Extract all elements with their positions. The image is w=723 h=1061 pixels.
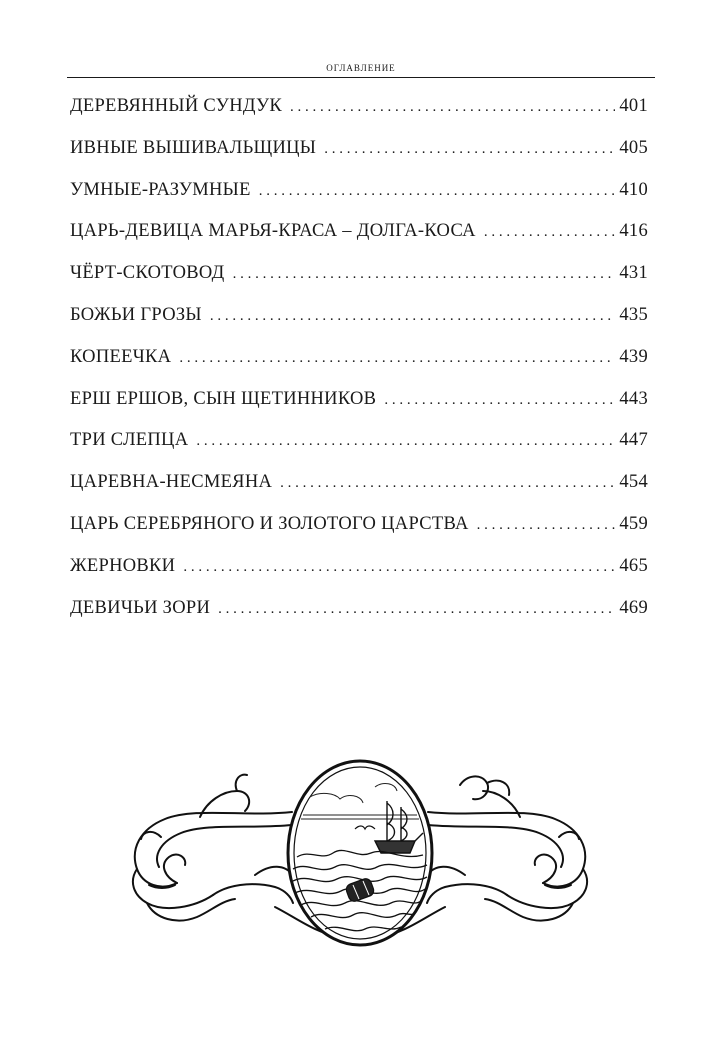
toc-leader-dots bbox=[280, 475, 615, 492]
toc-leader-dots bbox=[324, 141, 615, 158]
toc-entry-page: 431 bbox=[619, 263, 648, 284]
toc-leader-dots bbox=[484, 224, 616, 241]
toc-entry-title: ЕРШ ЕРШОВ, СЫН ЩЕТИННИКОВ bbox=[70, 388, 377, 409]
toc-entry[interactable] bbox=[70, 514, 648, 556]
toc-entry-page: 443 bbox=[619, 388, 648, 409]
toc-entry-page: 405 bbox=[619, 137, 648, 158]
toc-entry-title: ИВНЫЕ ВЫШИВАЛЬЩИЦЫ bbox=[70, 137, 317, 158]
toc-entry[interactable] bbox=[70, 221, 648, 263]
toc-entry[interactable] bbox=[70, 305, 648, 347]
toc-entry[interactable] bbox=[70, 472, 648, 514]
ship-at-sea-vignette-icon bbox=[125, 757, 595, 953]
toc-entry-page: 439 bbox=[619, 346, 648, 367]
toc-leader-dots bbox=[477, 517, 616, 534]
toc-leader-dots bbox=[196, 433, 615, 450]
running-header: оглавление bbox=[326, 59, 396, 74]
toc-entry-title: ДЕВИЧЬИ ЗОРИ bbox=[70, 597, 211, 618]
toc-entry-page: 416 bbox=[619, 221, 648, 242]
toc-leader-dots bbox=[218, 601, 615, 618]
toc-entry-title: ЖЕРНОВКИ bbox=[70, 555, 176, 576]
toc-entry[interactable] bbox=[70, 598, 648, 640]
toc-entry[interactable] bbox=[70, 138, 648, 180]
header-rule bbox=[67, 77, 655, 78]
toc-entry[interactable] bbox=[70, 263, 648, 305]
toc-entry-page: 459 bbox=[619, 513, 648, 534]
toc-entry[interactable] bbox=[70, 389, 648, 431]
toc-entry-title: ЦАРЬ-ДЕВИЦА МАРЬЯ-КРАСА – ДОЛГА-КОСА bbox=[70, 221, 476, 242]
toc-entry-title: ЦАРЕВНА-НЕСМЕЯНА bbox=[70, 472, 273, 493]
toc-entry-title: ДЕРЕВЯННЫЙ СУНДУК bbox=[70, 96, 283, 116]
toc-entry-page: 401 bbox=[619, 96, 648, 116]
toc-entry-page: 447 bbox=[619, 430, 648, 451]
toc-entry[interactable] bbox=[70, 96, 648, 138]
toc-entry[interactable] bbox=[70, 556, 648, 598]
toc-leader-dots bbox=[384, 392, 615, 409]
toc-entry-title: БОЖЬИ ГРОЗЫ bbox=[70, 304, 202, 325]
toc-entry-title: ЦАРЬ СЕРЕБРЯНОГО И ЗОЛОТОГО ЦАРСТВА bbox=[70, 513, 469, 534]
toc-entry[interactable] bbox=[70, 180, 648, 222]
toc-leader-dots bbox=[210, 308, 615, 325]
toc-entry[interactable] bbox=[70, 347, 648, 389]
toc-entry[interactable] bbox=[70, 430, 648, 472]
toc-leader-dots bbox=[259, 183, 616, 200]
toc-leader-dots bbox=[183, 559, 615, 576]
toc-entry-title: УМНЫЕ-РАЗУМНЫЕ bbox=[70, 179, 251, 200]
toc-entry-page: 435 bbox=[619, 304, 648, 325]
toc-entry-page: 410 bbox=[619, 179, 648, 200]
toc-entry-page: 454 bbox=[619, 472, 648, 493]
toc-entry-title: КОПЕЕЧКА bbox=[70, 346, 172, 367]
toc-entry-page: 465 bbox=[619, 555, 648, 576]
toc-leader-dots bbox=[233, 266, 616, 283]
toc-entry-page: 469 bbox=[619, 597, 648, 618]
toc-entry-title: ТРИ СЛЕПЦА bbox=[70, 430, 189, 451]
table-of-contents bbox=[70, 96, 648, 639]
toc-entry-title: ЧЁРТ-СКОТОВОД bbox=[70, 263, 225, 284]
toc-leader-dots bbox=[179, 350, 615, 367]
toc-leader-dots bbox=[290, 99, 615, 116]
